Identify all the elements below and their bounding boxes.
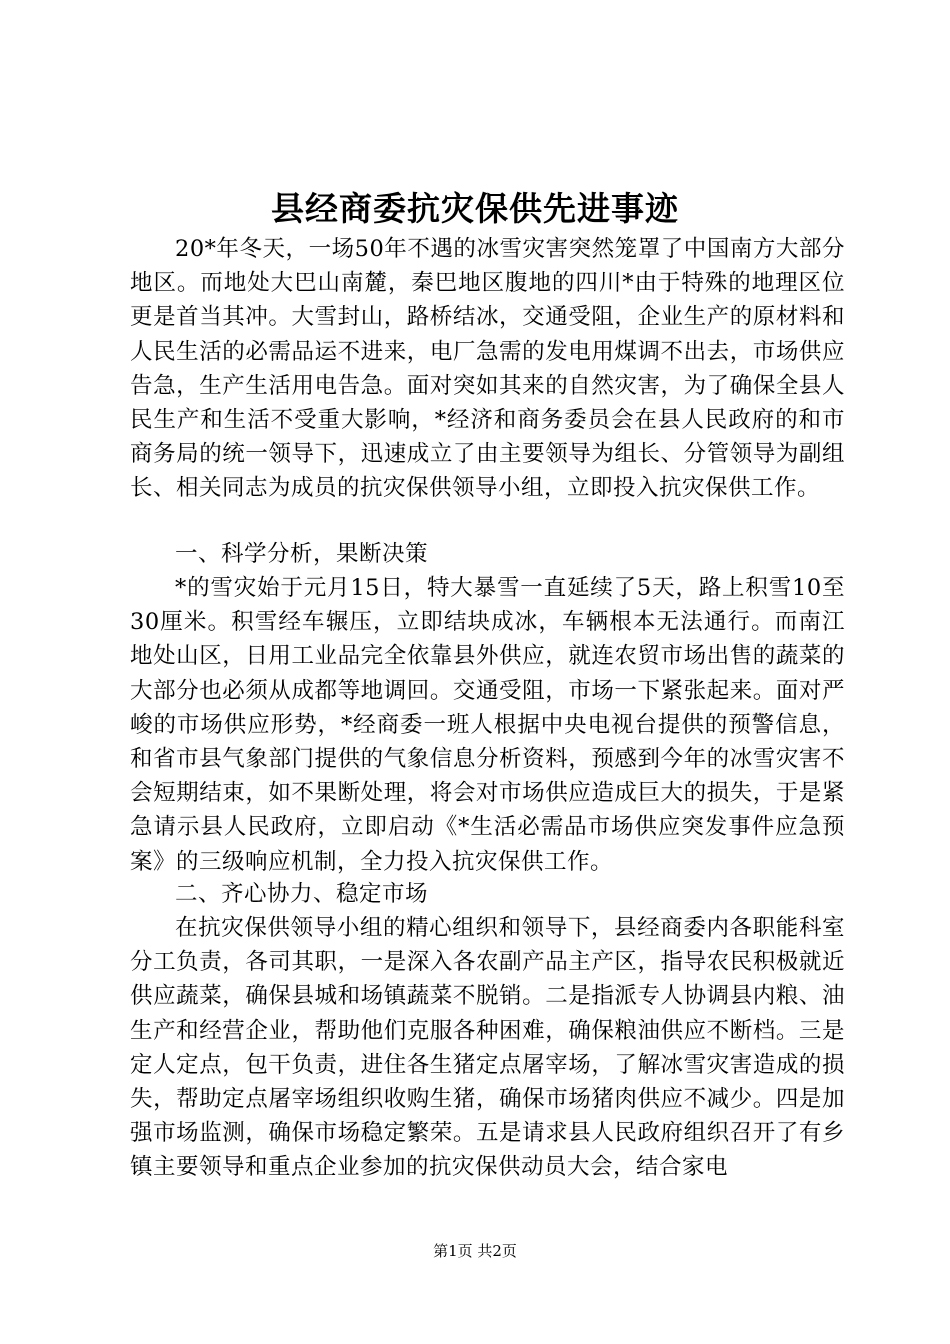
section-heading-2: 二、齐心协力、稳定市场 — [175, 881, 429, 907]
body-paragraph-intro: 20*年冬天，一场50年不遇的冰雪灾害突然笼罩了中国南方大部分地区。而地处大巴山南麓，秦巴地区腹地的四川*由于特殊的地理区位更是首当其冲。大雪封山，路桥结冰，交通受阻，企业生产的原材料和人民生活的必需品运不进来，电厂急需的发电用煤调不出去，市场供应告急，生产生活用电告急。面对突如其来的自然灾害，为了确保全县人民生产和生活不受重大影响，*经济和商务委员会在县人民政府的和市商务局的统一领导下，迅速成立了由主要领导为组长、分管领导为副组长、相关同志为成员的抗灾保供领导小组，立即投入抗灾保供工作。 — [130, 236, 845, 502]
page-title: 县经商委抗灾保供先进事迹 — [271, 189, 679, 228]
page-number-footer: 第1页 共2页 — [433, 1242, 517, 1260]
section-heading-1: 一、科学分析，果断决策 — [175, 541, 429, 567]
body-paragraph-section-2: 在抗灾保供领导小组的精心组织和领导下，县经商委内各职能科室分工负责，各司其职，一是深入各农副产品主产区，指导农民积极就近供应蔬菜，确保县城和场镇蔬菜不脱销。二是指派专人协调县内粮、油生产和经营企业，帮助他们克服各种困难，确保粮油供应不断档。三是定人定点，包干负责，进住各生猪定点屠宰场，了解冰雪灾害造成的损失，帮助定点屠宰场组织收购生猪，确保市场猪肉供应不减少。四是加强市场监测，确保市场稳定繁荣。五是请求县人民政府组织召开了有乡镇主要领导和重点企业参加的抗灾保供动员大会，结合家电 — [130, 915, 845, 1181]
body-paragraph-section-1: *的雪灾始于元月15日，特大暴雪一直延续了5天，路上积雪10至30厘米。积雪经车辗压，立即结块成冰，车辆根本无法通行。而南江地处山区，日用工业品完全依靠县外供应，就连农贸市场出售的蔬菜的大部分也必须从成都等地调回。交通受阻，市场一下紧张起来。面对严峻的市场供应形势，*经商委一班人根据中央电视台提供的预警信息，和省市县气象部门提供的气象信息分析资料，预感到今年的冰雪灾害不会短期结束，如不果断处理，将会对市场供应造成巨大的损失，于是紧急请示县人民政府，立即启动《*生活必需品市场供应突发事件应急预案》的三级响应机制，全力投入抗灾保供工作。 — [130, 575, 845, 875]
